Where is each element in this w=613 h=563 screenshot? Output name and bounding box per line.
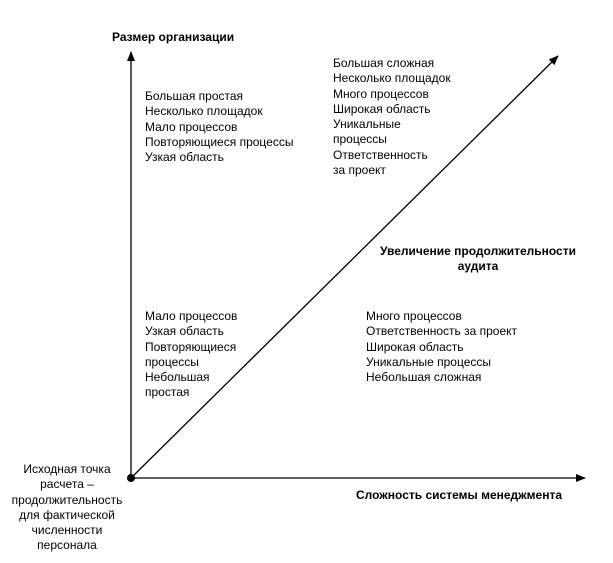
quadrant-item: Узкая область (145, 324, 224, 339)
quadrant-item: Несколько площадок (333, 71, 451, 86)
origin-label-line: расчета – (40, 477, 94, 492)
quadrant-item: Широкая область (333, 101, 431, 116)
quadrant-item: простая (145, 385, 190, 400)
quadrant-item: Мало процессов (145, 119, 238, 134)
quadrant-bottom-left (145, 309, 237, 401)
origin-point (127, 474, 135, 482)
quadrant-item: Небольшая сложная (366, 370, 482, 385)
quadrant-item: Повторяющиеся процессы (145, 134, 294, 149)
quadrant-item: Узкая область (145, 150, 224, 165)
quadrant-item: Несколько площадок (145, 104, 263, 119)
quadrant-item: Большая простая (145, 89, 244, 103)
quadrant-item: процессы (333, 132, 387, 147)
origin-label-line: численности (31, 523, 103, 538)
quadrant-item: Много процессов (333, 86, 429, 101)
origin-label-line: персонала (37, 538, 97, 553)
diagonal-label (368, 244, 588, 275)
quadrant-item: процессы (145, 354, 199, 369)
quadrant-item: Повторяющиеся (145, 339, 237, 354)
x-axis-label: Сложность системы менеджмента (356, 488, 563, 502)
diagonal-label-line: Увеличение продолжительности (380, 244, 576, 258)
quadrant-item: Уникальные процессы (366, 354, 491, 369)
quadrant-item: Широкая область (366, 339, 464, 354)
origin-label (6, 462, 128, 554)
y-axis-label: Размер организации (112, 30, 235, 44)
quadrant-item: Ответственность за проект (366, 324, 518, 339)
quadrant-top-left (145, 89, 293, 165)
quadrant-item: Мало процессов (145, 309, 238, 323)
diagonal-label-line: аудита (457, 259, 499, 274)
quadrant-item: Уникальные (333, 117, 401, 132)
quadrant-item: Небольшая (145, 370, 210, 385)
quadrant-top-right (333, 56, 451, 178)
quadrant-item: Много процессов (366, 309, 462, 323)
origin-label-line: Исходная точка (23, 462, 111, 476)
quadrant-item: за проект (333, 163, 386, 178)
origin-label-line: для фактической (19, 507, 115, 522)
quadrant-bottom-right (366, 309, 517, 385)
quadrant-item: Большая сложная (333, 56, 435, 70)
origin-label-line: продолжительность (11, 492, 123, 507)
quadrant-item: Ответственность (333, 147, 428, 162)
